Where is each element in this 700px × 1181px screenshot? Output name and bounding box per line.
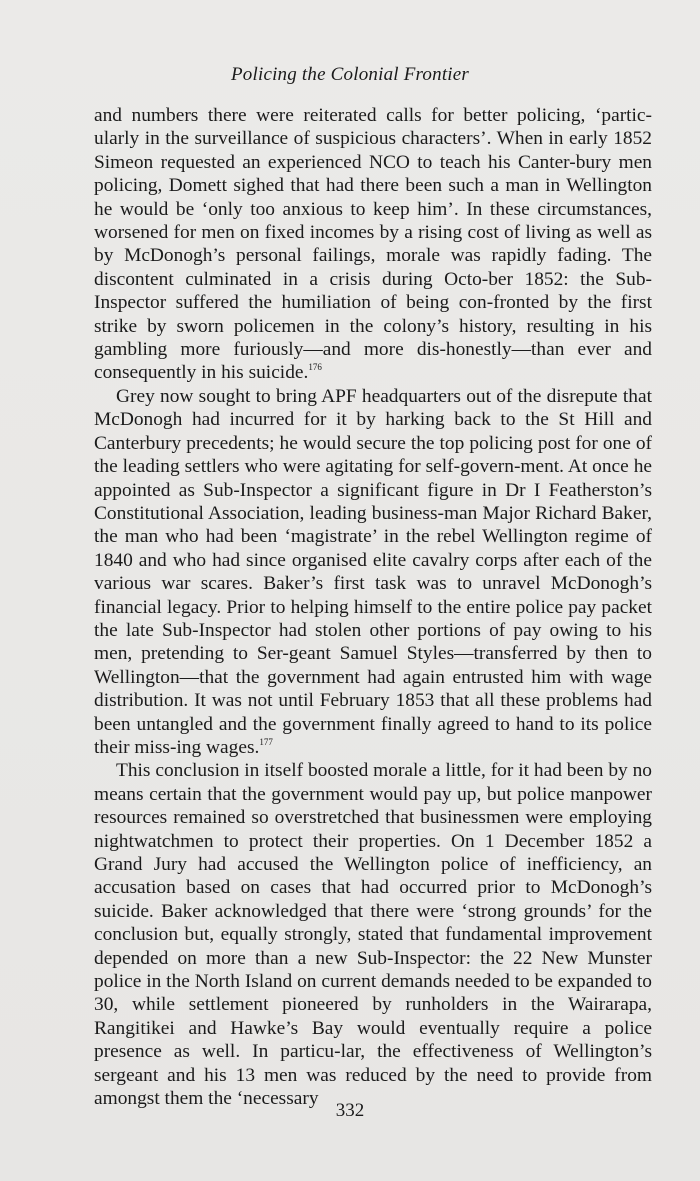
paragraph-2 [94, 385, 652, 760]
paragraph-text: and numbers there were reiterated calls for better policing, ‘partic-ularly in the surveillance of suspicious characters’. When in early 1852 Simeon requested an experienced NCO to teach his Canter-bury men policing, Domett sighed that had there been such a man in Wellington he would be ‘only too anxious to keep him’. In these circumstances, worsened for men on fixed incomes by a rising cost of living as well as by McDonogh’s personal failings, morale was rapidly fading. The discontent culminated in a crisis during Octo-ber 1852: the Sub-Inspector suffered the humiliation of being con-fronted by the first strike by sworn policemen in the colony’s history, resulting in his gambling more furiously—and more dis-honestly—than ever and consequently in his suicide. [94, 105, 652, 384]
paragraph-1 [94, 104, 652, 385]
paragraph-text: Grey now sought to bring APF headquarters out of the disrepute that McDonogh had incurred for it by harking back to the St Hill and Canterbury precedents; he would secure the top policing post for one of the leading settlers who were agitating for self-govern-ment. At once he appointed as Sub-Inspector a significant figure in Dr I Featherston’s Constitutional Association, leading business-man Major Richard Baker, the man who had been ‘magistrate’ in the rebel Wellington regime of 1840 and who had since organised elite cavalry corps after each of the various war scares. Baker’s first task was to unravel McDonogh’s financial legacy. Prior to helping himself to the entire police pay packet the late Sub-Inspector had stolen other portions of pay owing to his men, pretending to Ser-geant Samuel Styles—transferred by then to Wellington—that the government had again entrusted him with wage distribution. It was not until February 1853 that all these problems had been untangled and the government finally agreed to hand to its police their miss-ing wages. [94, 385, 652, 758]
page-number: 332 [335, 1100, 365, 1121]
paragraph-3 [94, 759, 652, 1110]
footnote-ref: 177 [259, 736, 273, 747]
paragraph-text: This conclusion in itself boosted morale a little, for it had been by no means certain that the government would pay up, but police manpower resources remained so overstretched that businessmen were employing nightwatchmen to protect their properties. On 1 December 1852 a Grand Jury had accused the Wellington police of inefficiency, an accusation based on cases that had occurred prior to McDonogh’s suicide. Baker acknowledged that there were ‘strong grounds’ for the conclusion but, equally strongly, stated that fundamental improvement depended on more than a new Sub-Inspector: the 22 New Munster police in the North Island on current demands needed to be expanded to 30, while settlement pioneered by runholders in the Wairarapa, Rangitikei and Hawke’s Bay would eventually require a police presence as well. In particu-lar, the effectiveness of Wellington’s sergeant and his 13 men was reduced by the need to provide from amongst them the ‘necessary [94, 760, 652, 1110]
footnote-ref: 176 [308, 362, 322, 373]
body-text [94, 104, 652, 1110]
running-head: Policing the Colonial Frontier [230, 64, 470, 85]
